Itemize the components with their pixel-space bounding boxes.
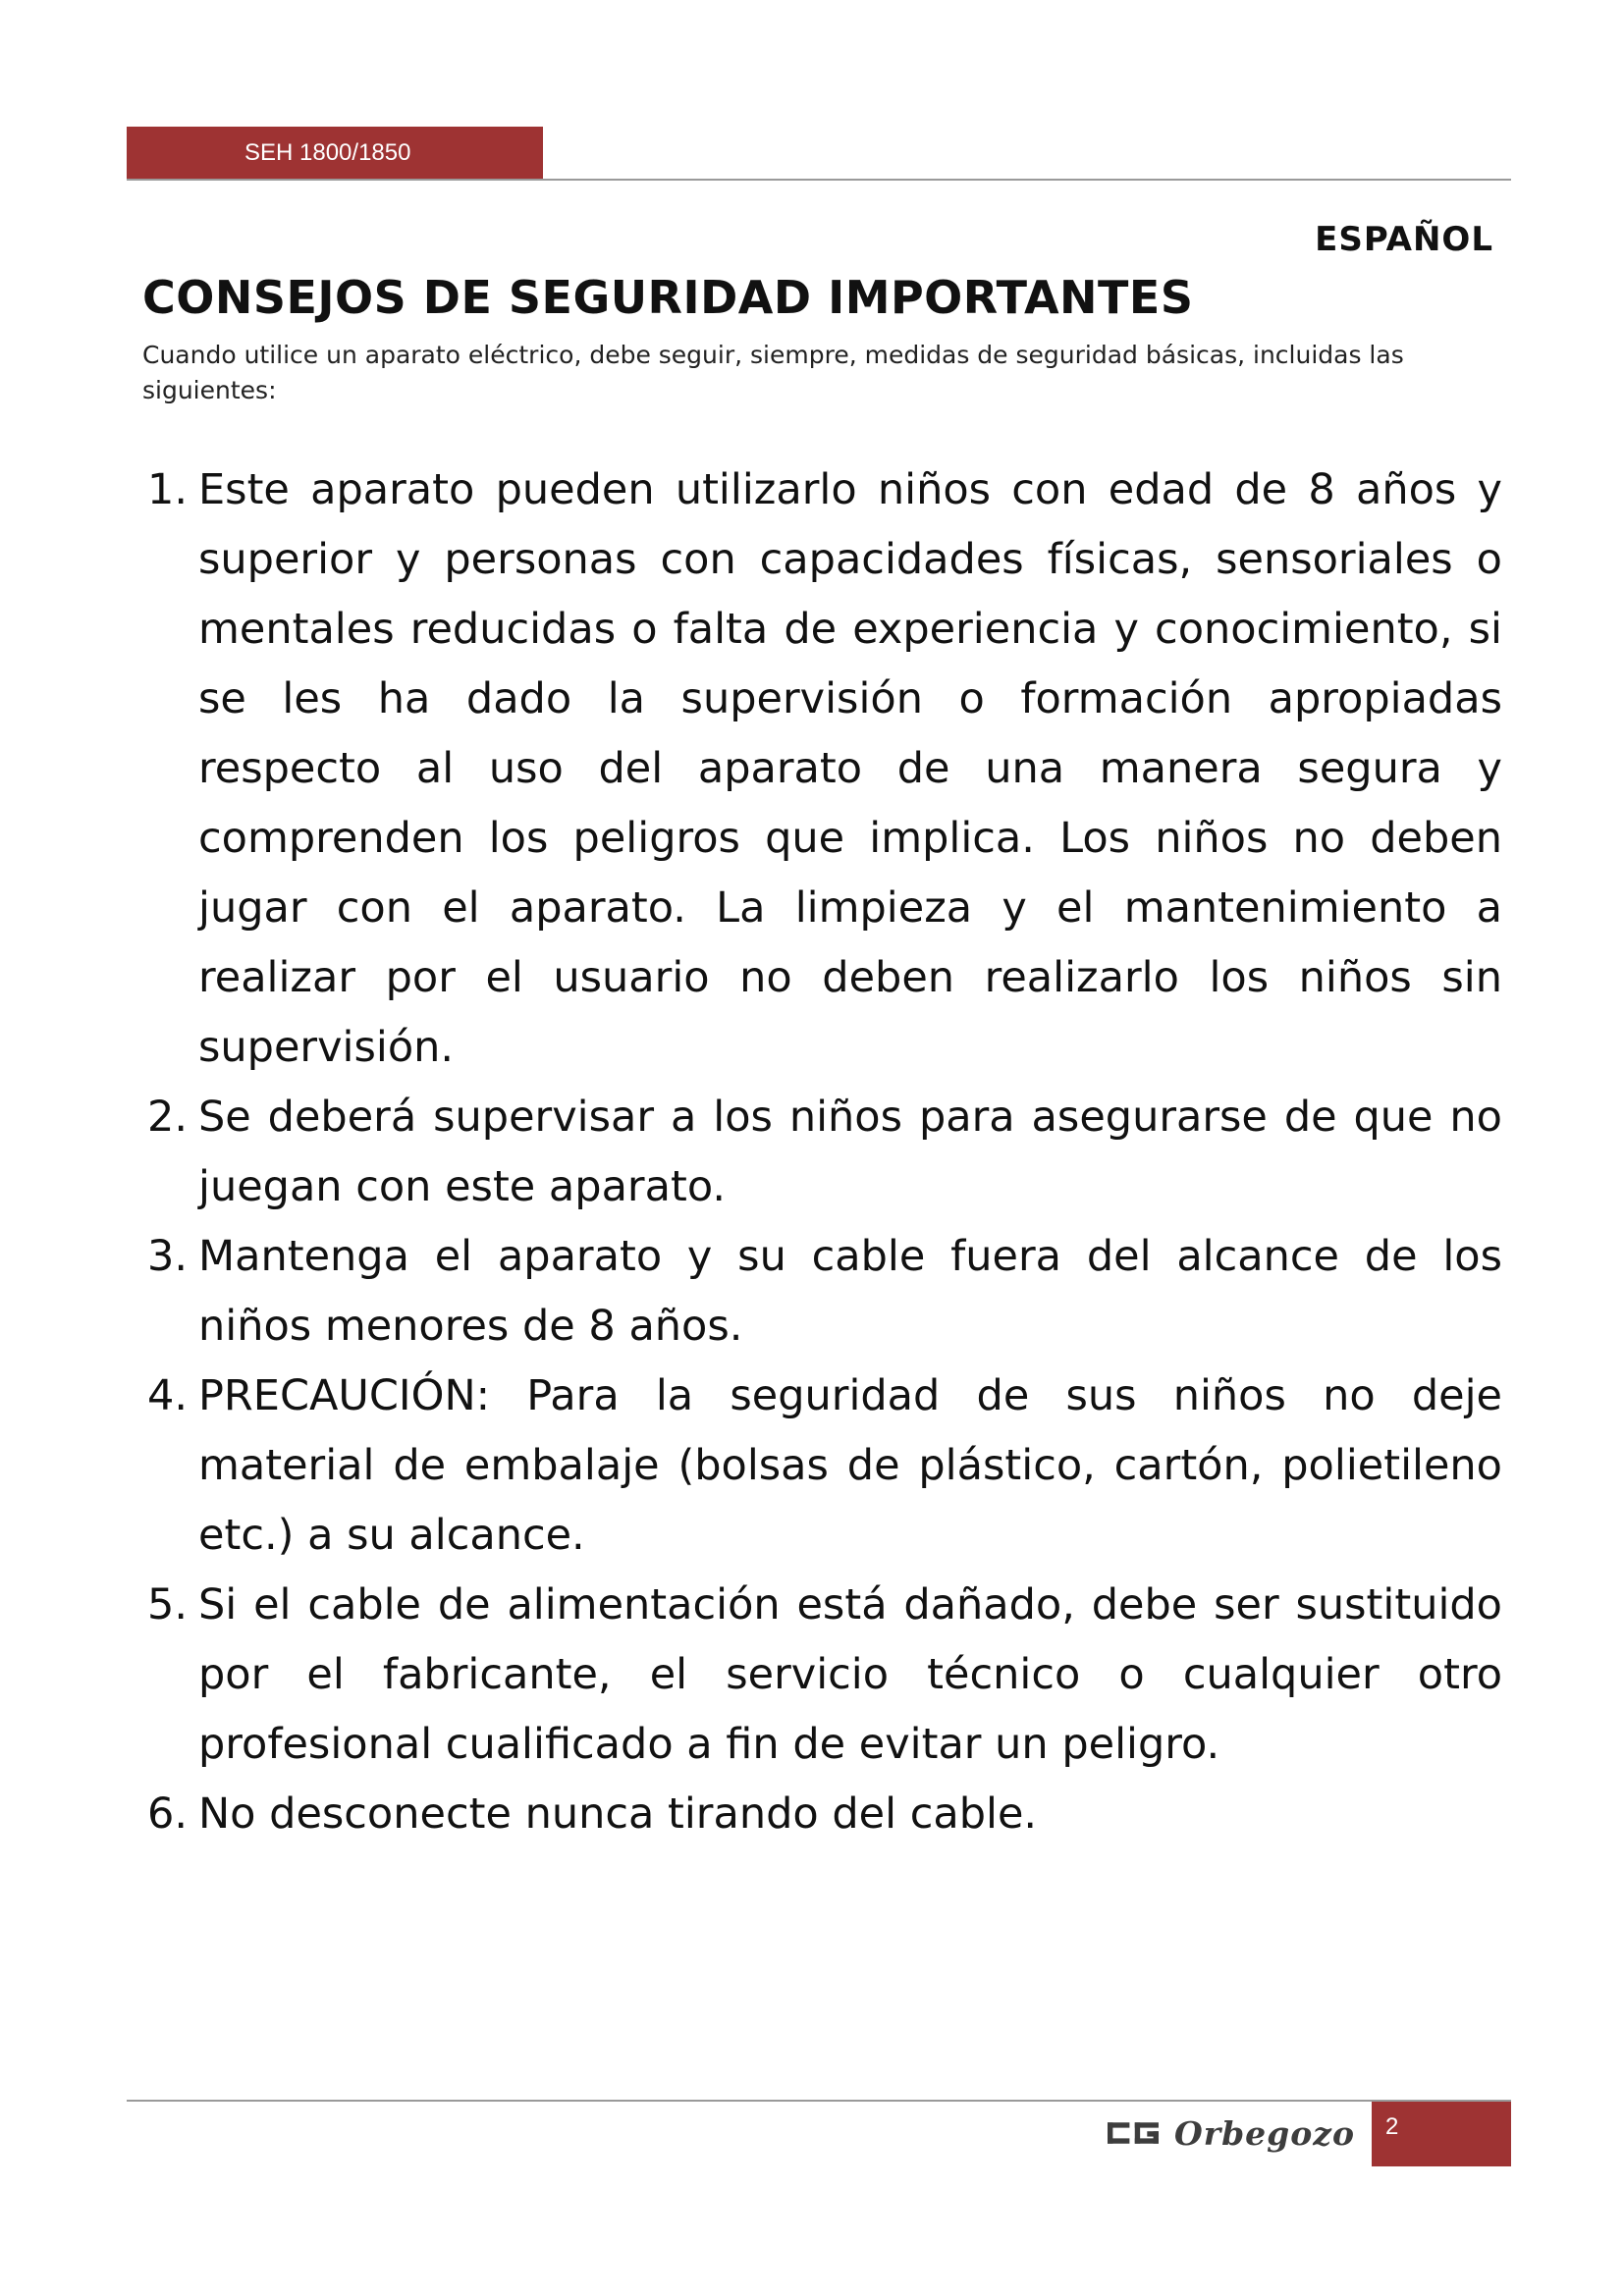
advice-item-5	[147, 1571, 1502, 1780]
model-label: SEH 1800/1850	[244, 139, 411, 166]
safety-advice-list	[147, 455, 1502, 1849]
language-label: ESPAÑOL	[1315, 220, 1493, 259]
brand-logo	[1108, 2113, 1355, 2153]
advice-number: 1.	[147, 465, 189, 514]
advice-number: 2.	[147, 1093, 189, 1142]
advice-number: 3.	[147, 1232, 189, 1281]
advice-text: PRECAUCIÓN: Para la seguridad de sus niños no deje material de embalaje (bolsas de plástico, cartón, polietileno etc.) a su alcance.	[198, 1371, 1502, 1560]
advice-item-3	[147, 1222, 1502, 1362]
advice-number: 6.	[147, 1789, 189, 1839]
page-title: CONSEJOS DE SEGURIDAD IMPORTANTES	[142, 271, 1194, 324]
advice-item-4	[147, 1362, 1502, 1571]
header-divider	[127, 179, 1511, 181]
advice-item-1	[147, 455, 1502, 1083]
advice-text: Se deberá supervisar a los niños para asegurarse de que no juegan con este aparato.	[198, 1093, 1502, 1211]
brand-wordmark: Orbegozo	[1173, 2113, 1355, 2153]
intro-text: Cuando utilice un aparato eléctrico, debe seguir, siempre, medidas de seguridad básicas, incluidas las siguientes:	[142, 341, 1404, 404]
advice-number: 5.	[147, 1580, 189, 1629]
advice-number: 4.	[147, 1371, 189, 1420]
page-number: 2	[1385, 2113, 1399, 2140]
advice-text: Mantenga el aparato y su cable fuera del alcance de los niños menores de 8 años.	[198, 1232, 1502, 1351]
advice-text: No desconecte nunca tirando del cable.	[198, 1789, 1038, 1839]
header-model-tab	[127, 127, 543, 179]
footer-divider	[127, 2100, 1511, 2102]
page-number-box	[1372, 2102, 1511, 2166]
advice-item-6	[147, 1780, 1502, 1849]
advice-text: Si el cable de alimentación está dañado, debe ser sustituido por el fabricante, el servicio técnico o cualquier otro profesional cualificado a fin de evitar un peligro.	[198, 1580, 1502, 1769]
advice-text: Este aparato pueden utilizarlo niños con edad de 8 años y superior y personas con capacidades físicas, sensoriales o mentales reducidas o falta de experiencia y conocimiento, si se les ha dado la supervisión o formación apropiadas respecto al uso del aparato de una manera segura y comprenden los peligros que implica. Los niños no deben jugar con el aparato. La limpieza y el mantenimiento a realizar por el usuario no deben realizarlo los niños sin supervisión.	[198, 465, 1502, 1072]
cg-logo-icon	[1108, 2119, 1159, 2147]
advice-item-2	[147, 1083, 1502, 1222]
